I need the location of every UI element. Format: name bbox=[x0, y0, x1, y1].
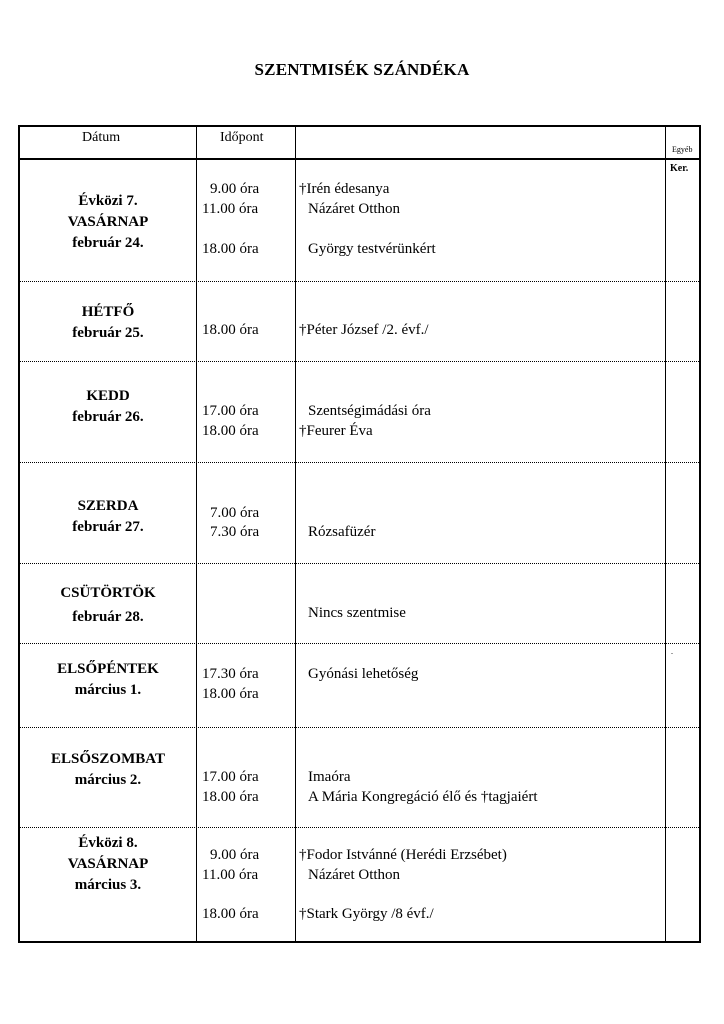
day-name: KEDD bbox=[86, 388, 130, 404]
mass-intention: György testvérünkért bbox=[308, 241, 436, 257]
mass-intention: Názáret Otthon bbox=[308, 867, 401, 883]
day-name: VASÁRNAP bbox=[67, 856, 149, 872]
header-other-2: Ker. bbox=[670, 163, 689, 174]
row-separator bbox=[20, 462, 699, 463]
mass-time: 18.00 óra bbox=[202, 423, 259, 439]
mass-intention: Gyónási lehetőség bbox=[308, 666, 419, 682]
column-divider bbox=[295, 127, 296, 941]
stray-mark: . bbox=[671, 647, 673, 656]
header-date: Dátum bbox=[82, 130, 121, 145]
mass-time: 17.00 óra bbox=[202, 769, 259, 785]
row-separator bbox=[20, 563, 699, 564]
mass-intention: †Péter József /2. évf./ bbox=[299, 322, 429, 338]
day-label bbox=[20, 583, 196, 628]
day-name: CSÜTÖRTÖK bbox=[60, 585, 156, 601]
day-name: VASÁRNAP bbox=[67, 214, 149, 230]
day-date: február 24. bbox=[72, 235, 144, 251]
day-date: március 1. bbox=[74, 682, 142, 698]
row-separator bbox=[20, 281, 699, 282]
mass-time: 11.00 óra bbox=[202, 201, 259, 217]
day-label bbox=[20, 833, 196, 896]
mass-intention: Názáret Otthon bbox=[308, 201, 401, 217]
column-divider bbox=[665, 127, 666, 941]
mass-intention: Rózsafüzér bbox=[308, 524, 376, 540]
mass-time: 18.00 óra bbox=[202, 322, 259, 338]
day-name: Évközi 8. bbox=[78, 835, 138, 851]
mass-intention: †Fodor Istvánné (Herédi Erzsébet) bbox=[299, 847, 507, 863]
row-separator bbox=[20, 727, 699, 728]
mass-intention: †Feurer Éva bbox=[299, 423, 373, 439]
mass-time: 9.00 óra bbox=[210, 181, 260, 197]
day-label bbox=[20, 302, 196, 344]
day-label bbox=[20, 191, 196, 254]
header-rule bbox=[20, 158, 699, 160]
day-name: HÉTFŐ bbox=[81, 304, 135, 320]
day-date: március 3. bbox=[74, 877, 142, 893]
mass-time: 18.00 óra bbox=[202, 241, 259, 257]
mass-intention: Nincs szentmise bbox=[308, 605, 406, 621]
day-name: SZERDA bbox=[77, 498, 139, 514]
column-divider bbox=[196, 127, 197, 941]
row-separator bbox=[20, 827, 699, 828]
day-name: ELSŐPÉNTEK bbox=[57, 661, 159, 677]
mass-intention: A Mária Kongregáció élő és †tagjaiért bbox=[308, 789, 538, 805]
mass-intentions-table bbox=[18, 125, 701, 943]
mass-time: 17.00 óra bbox=[202, 403, 259, 419]
day-date: február 27. bbox=[72, 519, 144, 535]
day-label bbox=[20, 386, 196, 428]
mass-time: 11.00 óra bbox=[202, 867, 259, 883]
mass-time: 17.30 óra bbox=[202, 666, 259, 682]
day-name: ELSŐSZOMBAT bbox=[51, 751, 165, 767]
mass-time: 7.30 óra bbox=[210, 524, 260, 540]
header-other: Egyéb bbox=[672, 145, 693, 154]
mass-time: 7.00 óra bbox=[210, 505, 260, 521]
header-time: Időpont bbox=[220, 130, 264, 145]
day-date: február 26. bbox=[72, 409, 144, 425]
day-name: Évközi 7. bbox=[78, 193, 138, 209]
mass-time: 18.00 óra bbox=[202, 789, 259, 805]
row-separator bbox=[20, 361, 699, 362]
mass-time: 18.00 óra bbox=[202, 686, 259, 702]
day-date: március 2. bbox=[74, 772, 142, 788]
day-label bbox=[20, 749, 196, 791]
day-label bbox=[20, 496, 196, 538]
mass-intention: Imaóra bbox=[308, 769, 351, 785]
page-title: SZENTMISÉK SZÁNDÉKA bbox=[254, 60, 470, 79]
mass-intention: Szentségimádási óra bbox=[308, 403, 431, 419]
row-separator bbox=[20, 643, 699, 644]
day-date: február 28. bbox=[72, 609, 144, 625]
day-date: február 25. bbox=[72, 325, 144, 341]
mass-intention: †Stark György /8 évf./ bbox=[299, 906, 434, 922]
mass-time: 9.00 óra bbox=[210, 847, 260, 863]
mass-time: 18.00 óra bbox=[202, 906, 259, 922]
day-label bbox=[20, 659, 196, 701]
mass-intention: †Irén édesanya bbox=[299, 181, 390, 197]
